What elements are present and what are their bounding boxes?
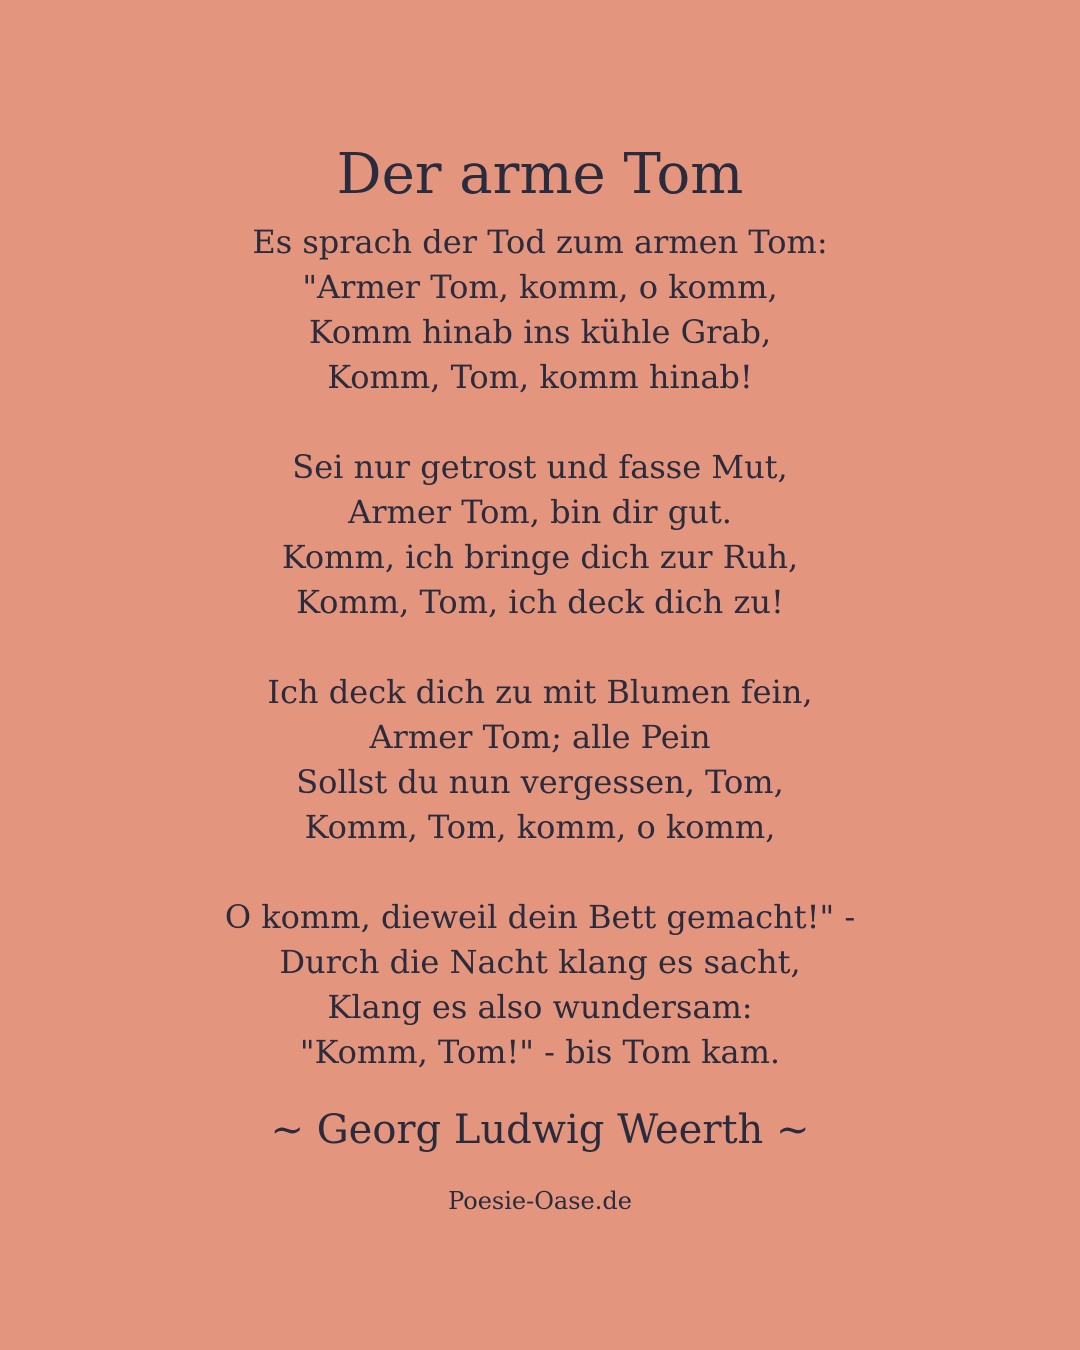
- verse-line: Durch die Nacht klang es sacht,: [279, 943, 801, 981]
- stanza: [0, 895, 1080, 1075]
- stanza: [0, 445, 1080, 625]
- verse-line: Komm, Tom, ich deck dich zu!: [296, 583, 784, 621]
- verse-line: Armer Tom, bin dir gut.: [348, 493, 732, 531]
- verse-line: Klang es also wundersam:: [327, 988, 753, 1026]
- verse-line: Ich deck dich zu mit Blumen fein,: [267, 673, 813, 711]
- verse-line: O komm, dieweil dein Bett gemacht!" -: [224, 898, 856, 936]
- verse-line: Sei nur getrost und fasse Mut,: [292, 448, 788, 486]
- poem-title: Der arme Tom: [336, 142, 744, 207]
- verse-line: "Armer Tom, komm, o komm,: [302, 268, 778, 306]
- poem-body: [0, 220, 1080, 1120]
- verse-line: "Komm, Tom!" - bis Tom kam.: [299, 1033, 781, 1071]
- verse-line: Komm, Tom, komm, o komm,: [304, 808, 776, 846]
- verse-line: Komm, ich bringe dich zur Ruh,: [281, 538, 799, 576]
- website-credit: Poesie-Oase.de: [448, 1187, 632, 1215]
- author-line: ~ Georg Ludwig Weerth ~: [270, 1107, 810, 1153]
- verse-line: Armer Tom; alle Pein: [369, 718, 711, 756]
- stanza: [0, 670, 1080, 850]
- stanza: [0, 220, 1080, 400]
- verse-line: Sollst du nun vergessen, Tom,: [296, 763, 784, 801]
- verse-line: Komm hinab ins kühle Grab,: [308, 313, 772, 351]
- verse-line: Komm, Tom, komm hinab!: [327, 358, 753, 396]
- verse-line: Es sprach der Tod zum armen Tom:: [252, 223, 828, 261]
